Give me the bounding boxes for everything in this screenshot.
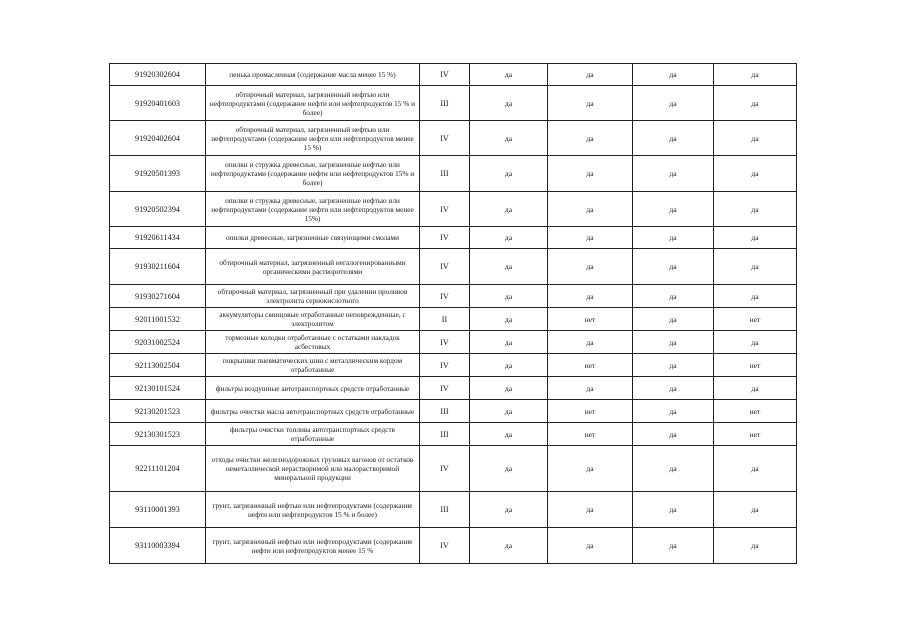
flag-cell-3: да xyxy=(633,121,714,156)
flag-cell-2: нет xyxy=(548,423,633,446)
waste-name-cell: аккумуляторы свинцовые отработанные неповрежденные, с электролитом xyxy=(206,308,420,331)
flag-cell-3: да xyxy=(633,249,714,285)
waste-code-cell: 92113002504 xyxy=(110,354,206,377)
flag-cell-3: да xyxy=(633,492,714,528)
flag-cell-2: да xyxy=(548,121,633,156)
table-row xyxy=(110,249,797,285)
waste-name-cell: обтирочный материал, загрязненный нефтью или нефтепродуктами (содержание нефти или нефтепродуктов менее 15 %) xyxy=(206,121,420,156)
hazard-class-cell: IV xyxy=(420,285,470,308)
hazard-class-cell: III xyxy=(420,423,470,446)
flag-cell-4: да xyxy=(714,285,797,308)
table-row xyxy=(110,354,797,377)
flag-cell-4: нет xyxy=(714,423,797,446)
flag-cell-4: да xyxy=(714,121,797,156)
flag-cell-2: да xyxy=(548,377,633,400)
flag-cell-1: да xyxy=(470,227,548,249)
waste-name-cell: обтирочный материал, загрязненный негалогенированными органическими растворителями xyxy=(206,249,420,285)
flag-cell-4: да xyxy=(714,192,797,227)
flag-cell-2: да xyxy=(548,528,633,564)
table-row xyxy=(110,156,797,192)
flag-cell-3: да xyxy=(633,308,714,331)
flag-cell-1: да xyxy=(470,331,548,354)
flag-cell-4: нет xyxy=(714,308,797,331)
flag-cell-2: да xyxy=(548,331,633,354)
flag-cell-2: да xyxy=(548,446,633,492)
flag-cell-1: да xyxy=(470,446,548,492)
hazard-class-cell: IV xyxy=(420,354,470,377)
table-row xyxy=(110,492,797,528)
waste-name-cell: фильтры очистки топлива автотранспортных средств отработанные xyxy=(206,423,420,446)
flag-cell-1: да xyxy=(470,64,548,86)
flag-cell-2: да xyxy=(548,192,633,227)
flag-cell-1: да xyxy=(470,285,548,308)
flag-cell-3: да xyxy=(633,377,714,400)
hazard-class-cell: IV xyxy=(420,528,470,564)
hazard-class-cell: III xyxy=(420,492,470,528)
flag-cell-4: да xyxy=(714,86,797,121)
flag-cell-1: да xyxy=(470,156,548,192)
waste-code-cell: 91920501393 xyxy=(110,156,206,192)
flag-cell-2: да xyxy=(548,156,633,192)
flag-cell-2: нет xyxy=(548,354,633,377)
hazard-class-cell: IV xyxy=(420,64,470,86)
flag-cell-2: да xyxy=(548,492,633,528)
waste-name-cell: грунт, загрязненный нефтью или нефтепродуктами (содержание нефти или нефтепродуктов 15 % и более) xyxy=(206,492,420,528)
flag-cell-2: нет xyxy=(548,400,633,423)
flag-cell-4: да xyxy=(714,377,797,400)
table-row xyxy=(110,528,797,564)
waste-name-cell: опилки древесные, загрязненные связующими смолами xyxy=(206,227,420,249)
flag-cell-2: да xyxy=(548,64,633,86)
flag-cell-4: да xyxy=(714,446,797,492)
hazard-class-cell: IV xyxy=(420,192,470,227)
hazard-class-cell: IV xyxy=(420,446,470,492)
flag-cell-4: да xyxy=(714,64,797,86)
flag-cell-2: да xyxy=(548,86,633,121)
flag-cell-4: да xyxy=(714,528,797,564)
flag-cell-1: да xyxy=(470,423,548,446)
flag-cell-4: да xyxy=(714,249,797,285)
hazard-class-cell: III xyxy=(420,156,470,192)
waste-code-cell: 93110001393 xyxy=(110,492,206,528)
hazard-class-cell: II xyxy=(420,308,470,331)
waste-code-cell: 92211101204 xyxy=(110,446,206,492)
flag-cell-1: да xyxy=(470,377,548,400)
flag-cell-3: да xyxy=(633,227,714,249)
hazard-class-cell: III xyxy=(420,400,470,423)
flag-cell-1: да xyxy=(470,86,548,121)
hazard-class-cell: IV xyxy=(420,377,470,400)
table-row xyxy=(110,192,797,227)
flag-cell-2: да xyxy=(548,249,633,285)
flag-cell-3: да xyxy=(633,423,714,446)
flag-cell-3: да xyxy=(633,156,714,192)
table-body xyxy=(110,64,797,564)
table-row xyxy=(110,423,797,446)
table-row xyxy=(110,331,797,354)
table-row xyxy=(110,121,797,156)
table-row xyxy=(110,400,797,423)
flag-cell-1: да xyxy=(470,121,548,156)
flag-cell-1: да xyxy=(470,528,548,564)
flag-cell-1: да xyxy=(470,192,548,227)
flag-cell-1: да xyxy=(470,492,548,528)
flag-cell-3: да xyxy=(633,400,714,423)
waste-code-cell: 92011001532 xyxy=(110,308,206,331)
flag-cell-1: да xyxy=(470,308,548,331)
table-row xyxy=(110,446,797,492)
flag-cell-4: да xyxy=(714,227,797,249)
table-row xyxy=(110,308,797,331)
table-row xyxy=(110,227,797,249)
waste-name-cell: грунт, загрязненный нефтью или нефтепродуктами (содержание нефти или нефтепродуктов менее 15 % xyxy=(206,528,420,564)
flag-cell-3: да xyxy=(633,64,714,86)
flag-cell-3: да xyxy=(633,285,714,308)
waste-name-cell: обтирочный материал, загрязненный нефтью или нефтепродуктами (содержание нефти или нефтепродуктов 15 % и более) xyxy=(206,86,420,121)
flag-cell-1: да xyxy=(470,400,548,423)
flag-cell-1: да xyxy=(470,249,548,285)
waste-name-cell: тормозные колодки отработанные с остатками накладок асбестовых xyxy=(206,331,420,354)
waste-code-cell: 92130101524 xyxy=(110,377,206,400)
flag-cell-4: да xyxy=(714,331,797,354)
hazard-class-cell: IV xyxy=(420,121,470,156)
waste-name-cell: обтирочный материал, загрязненный при удалении проливов электролита сернокислотного xyxy=(206,285,420,308)
table-row xyxy=(110,285,797,308)
flag-cell-2: да xyxy=(548,285,633,308)
flag-cell-3: да xyxy=(633,86,714,121)
waste-name-cell: покрышки пневматических шин с металлическим кордом отработанные xyxy=(206,354,420,377)
waste-name-cell: фильтры воздушные автотранспортных средств отработанные xyxy=(206,377,420,400)
waste-code-cell: 91920502394 xyxy=(110,192,206,227)
waste-name-cell: опилки и стружка древесные, загрязненные нефтью или нефтепродуктами (содержание нефти или нефтепродуктов менее 15%) xyxy=(206,192,420,227)
flag-cell-3: да xyxy=(633,331,714,354)
flag-cell-4: да xyxy=(714,492,797,528)
hazard-class-cell: III xyxy=(420,86,470,121)
waste-code-cell: 91920401603 xyxy=(110,86,206,121)
flag-cell-3: да xyxy=(633,192,714,227)
flag-cell-2: нет xyxy=(548,308,633,331)
hazard-class-cell: IV xyxy=(420,227,470,249)
hazard-class-cell: IV xyxy=(420,331,470,354)
table-row xyxy=(110,64,797,86)
waste-code-cell: 91930271604 xyxy=(110,285,206,308)
flag-cell-4: нет xyxy=(714,400,797,423)
flag-cell-3: да xyxy=(633,446,714,492)
flag-cell-1: да xyxy=(470,354,548,377)
waste-name-cell: опилки и стружка древесные, загрязненные нефтью или нефтепродуктами (содержание нефти или нефтепродуктов 15% и более) xyxy=(206,156,420,192)
waste-name-cell: отходы очистки железнодорожных грузовых вагонов от остатков неметаллической нерастворимой или малорастворимой минеральной продукции xyxy=(206,446,420,492)
hazard-class-cell: IV xyxy=(420,249,470,285)
flag-cell-3: да xyxy=(633,528,714,564)
waste-code-cell: 91930211604 xyxy=(110,249,206,285)
waste-code-cell: 91920402604 xyxy=(110,121,206,156)
waste-code-cell: 91920302604 xyxy=(110,64,206,86)
flag-cell-4: нет xyxy=(714,354,797,377)
flag-cell-2: да xyxy=(548,227,633,249)
waste-code-cell: 92130301523 xyxy=(110,423,206,446)
waste-name-cell: фильтры очистки масла автотранспортных средств отработанные xyxy=(206,400,420,423)
waste-code-cell: 93110003394 xyxy=(110,528,206,564)
table-row xyxy=(110,377,797,400)
table-row xyxy=(110,86,797,121)
waste-table xyxy=(109,63,797,564)
flag-cell-3: да xyxy=(633,354,714,377)
waste-name-cell: пенька промасленная (содержание масла менее 15 %) xyxy=(206,64,420,86)
waste-code-cell: 91920611434 xyxy=(110,227,206,249)
flag-cell-4: да xyxy=(714,156,797,192)
waste-code-cell: 92031002524 xyxy=(110,331,206,354)
waste-code-cell: 92130201523 xyxy=(110,400,206,423)
